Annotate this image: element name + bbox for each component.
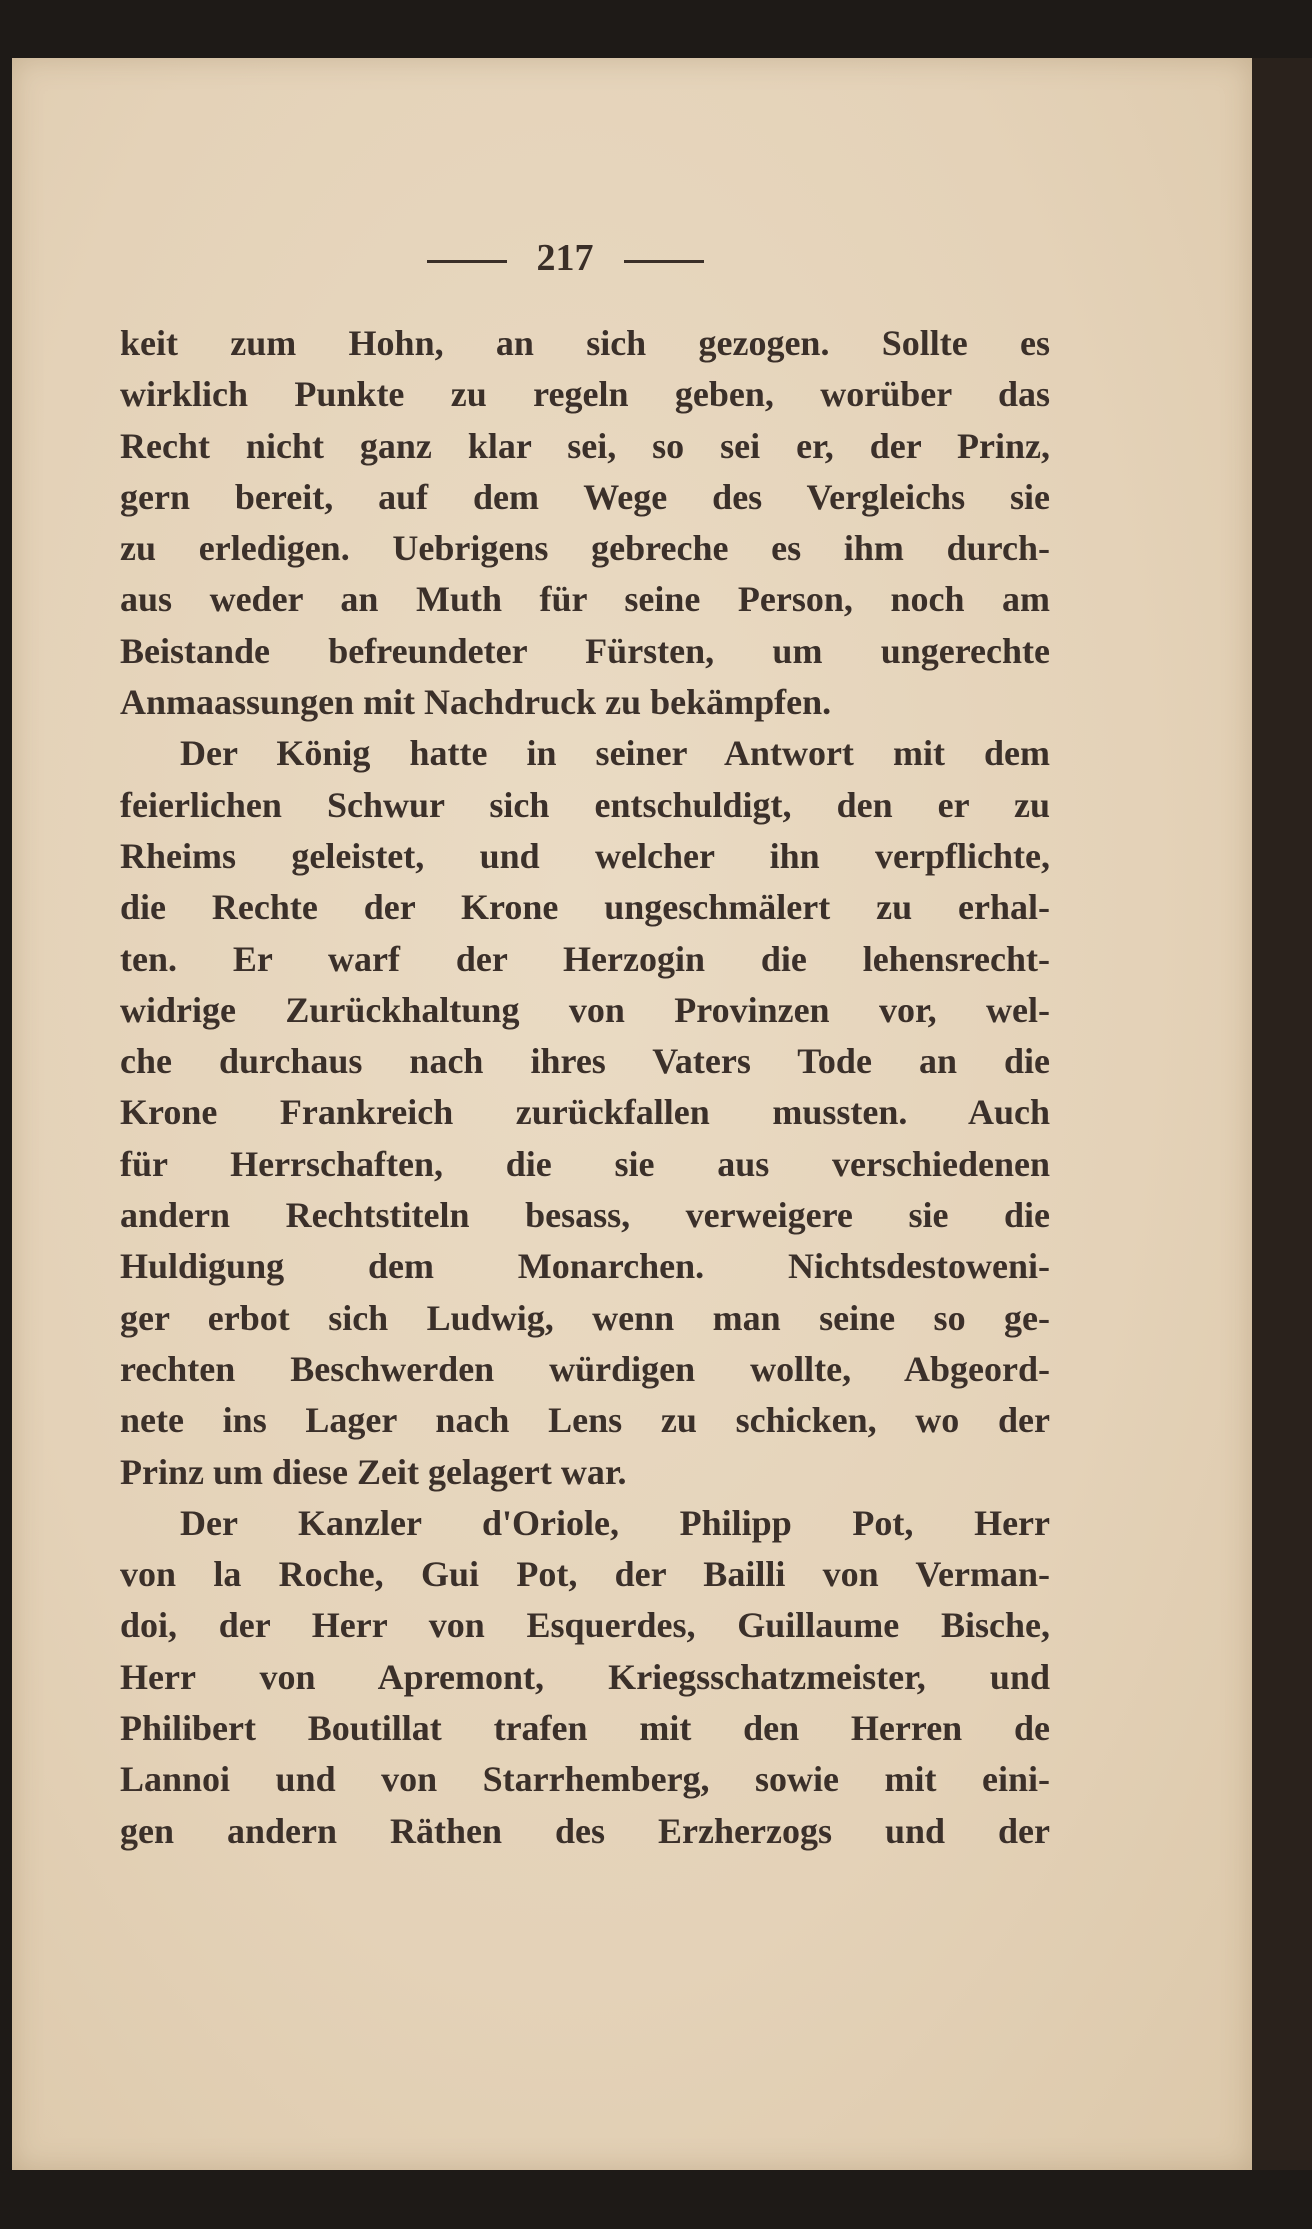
page-number-header — [0, 236, 1130, 280]
text-line: Lannoi und von Starrhemberg, sowie mit eini- — [120, 1759, 1050, 1800]
text-line: widrige Zurückhaltung von Provinzen vor, wel- — [120, 989, 1050, 1030]
text-line: Beistande befreundeter Fürsten, um ungerechte — [120, 630, 1050, 671]
text-line: Rheims geleistet, und welcher ihn verpflichte, — [120, 835, 1050, 876]
text-line: Huldigung dem Monarchen. Nichtsdestoweni- — [120, 1246, 1050, 1287]
text-line: Herr von Apremont, Kriegsschatzmeister, und — [120, 1656, 1050, 1697]
text-line: nete ins Lager nach Lens zu schicken, wo der — [120, 1400, 1050, 1441]
text-line: Anmaassungen mit Nachdruck zu bekämpfen. — [120, 682, 832, 723]
body-text — [120, 318, 1050, 1857]
text-line: für Herrschaften, die sie aus verschiedenen — [120, 1143, 1050, 1184]
text-line: Der König hatte in seiner Antwort mit dem — [180, 733, 1050, 774]
text-line: rechten Beschwerden würdigen wollte, Abgeord- — [120, 1348, 1050, 1389]
dash-left — [427, 260, 507, 263]
text-line: aus weder an Muth für seine Person, noch am — [120, 579, 1050, 620]
text-line: die Rechte der Krone ungeschmälert zu erhal- — [120, 887, 1050, 928]
dash-right — [624, 260, 704, 263]
text-line: che durchaus nach ihres Vaters Tode an die — [120, 1041, 1050, 1082]
text-line: gern bereit, auf dem Wege des Vergleichs sie — [120, 476, 1050, 517]
text-line: Philibert Boutillat trafen mit den Herren de — [120, 1708, 1050, 1749]
text-line: keit zum Hohn, an sich gezogen. Sollte es — [120, 323, 1050, 363]
text-line: von la Roche, Gui Pot, der Bailli von Verman- — [120, 1554, 1050, 1595]
paragraph — [120, 318, 1050, 728]
text-line: feierlichen Schwur sich entschuldigt, den er zu — [120, 784, 1050, 825]
text-line: wirklich Punkte zu regeln geben, worüber das — [120, 374, 1050, 415]
text-line: ten. Er warf der Herzogin die lehensrecht- — [120, 938, 1050, 979]
text-line: doi, der Herr von Esquerdes, Guillaume Bische, — [120, 1605, 1050, 1646]
text-line: Recht nicht ganz klar sei, so sei er, der Prinz, — [120, 425, 1050, 466]
text-line: zu erledigen. Uebrigens gebreche es ihm durch- — [120, 528, 1050, 569]
text-line: gen andern Räthen des Erzherzogs und der — [120, 1810, 1050, 1851]
paragraph — [120, 728, 1050, 1497]
text-line: andern Rechtstiteln besass, verweigere sie die — [120, 1195, 1050, 1236]
text-line: Prinz um diese Zeit gelagert war. — [120, 1451, 627, 1492]
paragraph — [120, 1498, 1050, 1857]
scan-border — [1252, 58, 1312, 2170]
page-number: 217 — [536, 237, 594, 279]
text-line: Krone Frankreich zurückfallen mussten. Auch — [120, 1092, 1050, 1133]
text-line: Der Kanzler d'Oriole, Philipp Pot, Herr — [180, 1502, 1050, 1543]
text-line: ger erbot sich Ludwig, wenn man seine so ge- — [120, 1297, 1050, 1338]
